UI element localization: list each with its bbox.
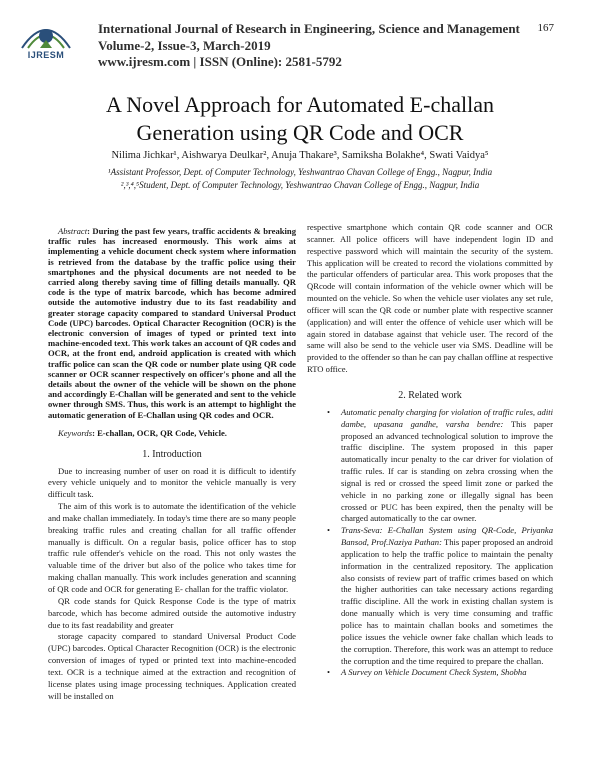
intro-paragraph: The aim of this work is to automate the identification of the vehicle and make challan immediately. In today's time there are so many people breaking traffic rules and creating challan for all traffic offender manually is difficult. On a regular basis, police officer has to stop traffic rule offender's vehicle on the road. This not only wastes the valuable time of the driver but also of the police who takes time for making challan manually. This work includes generation and scanning of QR code and OCR for generating E- challan for the traffic violator. <box>48 501 296 594</box>
journal-website: www.ijresm.com | ISSN (Online): 2581-5792 <box>98 54 342 69</box>
title-line-2: Generation using QR Code and OCR <box>136 120 464 145</box>
intro-paragraph: QR code stands for Quick Response Code is the type of matrix barcode, which has become admired outside the automotive industry due to its fast readability and greater <box>48 595 296 630</box>
intro-paragraph: storage capacity compared to standard Universal Product Code (UPC) barcodes. Optical Character Recognition (OCR) is the electronic conversion of images of typed or printed text into machine-encoded text. OCR is a technique aimed at the extraction and recognition of license plates using image processing techniques. Application created will be installed on <box>48 631 296 701</box>
abstract-text: : During the past few years, traffic accidents & breaking traffic rules has increased enormously. This work aims at implementing a vehicle document check system where information is retrieved from the database by the traffic police using their smartphones and the physical documents are not needed to be carried along thereby saving time of filling details manually. QR code is the type of matrix barcode, which has become admired outside the automotive industry due to its fast readability and greater storage capacity compared to standard Universal Product Code (UPC) barcodes. Optical Character Recognition (OCR) is the electronic conversion of images of typed or printed text into machine-encoded text. This work takes an account of QR codes and OCR, at the front end, android application is created with which traffic police can scan the QR code or number plate using QR code scanner or OCR scanner respectively on officer's phone and all the details about the owner of the vehicle will be shown on the phone and accordingly E-Challan will be generated and sent to the vehicle owner through SMS. Thus, this work is an attempt to highlight the automatic generation of E-Challan using QR codes and OCR. <box>48 226 296 420</box>
journal-name: International Journal of Research in Engineering, Science and Management <box>98 21 520 36</box>
intro-heading: 1. Introduction <box>142 448 202 460</box>
bullet-icon: • <box>327 667 331 678</box>
keywords-label: Keywords <box>58 427 93 438</box>
related-item-text: This paper proposed an android application to help the traffic police to maintain the penalty information in the centralized repository. The application also consists of review part of traffic crimes based on which the higher authorities can take necessary actions regarding traffic discipline. All the work in existing challan system is done manually which is very time consuming and traffic police has to maintain challan books and sometimes the police issues the vehicle owner fake challan which leads to the corruption. Therefore, this work was an attempt to reduce the corruption and the time required to prepare the challan. <box>341 537 553 666</box>
keywords-text: : E-challan, OCR, QR Code, Vehicle. <box>92 427 227 438</box>
logo-text: IJRESM <box>27 50 65 60</box>
bullet-icon: • <box>327 406 331 417</box>
paper-title <box>0 91 600 147</box>
journal-header <box>98 21 520 71</box>
bullet-icon: • <box>327 525 331 536</box>
related-item <box>307 407 553 525</box>
related-item-title: A Survey on Vehicle Document Check System, Shobha <box>341 667 527 678</box>
journal-volume: Volume-2, Issue-3, March-2019 <box>98 37 271 53</box>
related-item-text: This paper proposed an advanced technological solution to improve the traffic discipline. The system proposed in this paper automatically incur penalty to the car driver for violation of traffic rules. If car is standing on zebra crossing when the signal is red or crossed the speed limit zone or parked the vehicle in no parking zone or illegally signal has been crossed or PUC has been expired, then the penalty will be charged automatically to the car owner. <box>341 418 553 524</box>
related-heading: 2. Related work <box>398 389 462 401</box>
affiliation-1: ¹Assistant Professor, Dept. of Computer Technology, Yeshwantrao Chavan College of Engg., Nagpur, India <box>107 167 493 177</box>
page-number: 167 <box>537 22 554 34</box>
related-item-title: Automatic penalty charging for violation of traffic rules, aditi dambe, upasana gandhe, varsha bendre: <box>341 406 553 429</box>
related-item <box>307 667 553 679</box>
abstract-label: Abstract <box>58 226 88 236</box>
title-line-1: A Novel Approach for Automated E-challan <box>106 92 494 117</box>
right-paragraph: respective smartphone which contain QR code scanner and OCR scanner. All police officers will have independent login ID and respective password which will maintain the security of the system. This application will be created to record the violations committed by the particular offenders of particular area. This work proposes that the QRcode will contain information of the vehicle owner which will be mounted on the vehicle. So when the vehicle user violates any set rule, officer will scan the QR code or number plate with respective scanner (application) and will enter the offence of vehicle user which will be again stored in database against that vehicle user. The record of the same will also be send to the vehicle user via SMS. Deadline will be provided to the offender so than he can pay challan offline at respective RTO office. <box>307 222 553 375</box>
affiliation-2: ²,³,⁴,⁵Student, Dept. of Computer Technology, Yeshwantrao Chavan College of Engg., Nagpur, India <box>120 180 480 190</box>
authors: Nilima Jichkar¹, Aishwarya Deulkar², Anuja Thakare³, Samiksha Bolakhe⁴, Swati Vaidya⁵ <box>111 150 489 161</box>
abstract <box>48 226 296 420</box>
right-column <box>307 222 553 679</box>
intro-paragraph: Due to increasing number of user on road it is difficult to identify every vehicle uniquely and to monitor the vehicle manually is very difficult task. <box>48 465 296 500</box>
related-item-title: Trans-Seva: E-Challan System using QR-Code, Priyanka Bansod, Prof.Naziya Pathan: <box>341 525 553 548</box>
related-item <box>307 525 553 667</box>
keywords <box>48 428 296 440</box>
left-column <box>48 226 296 702</box>
